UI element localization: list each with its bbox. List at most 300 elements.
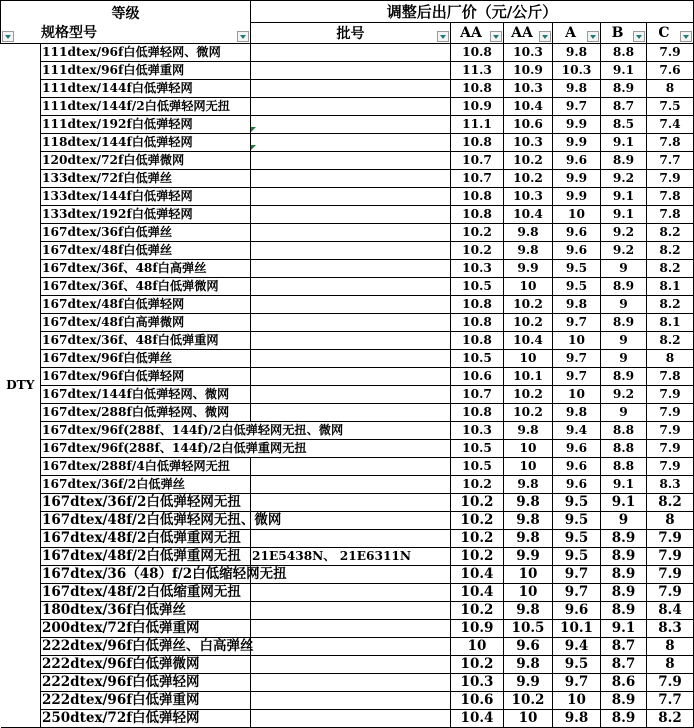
price-cell[interactable]: 7.9 xyxy=(647,44,694,62)
price-cell[interactable]: 10.2 xyxy=(504,386,553,404)
price-cell[interactable]: 7.9 xyxy=(647,404,694,422)
price-cell[interactable]: 9.8 xyxy=(504,242,553,260)
batch-cell[interactable] xyxy=(251,170,451,188)
spec-cell[interactable]: 222dtex/96f白低弹丝、白高弹丝 xyxy=(42,638,254,654)
price-cell[interactable]: 9.5 xyxy=(553,512,601,530)
price-cell[interactable]: 8.8 xyxy=(601,422,647,440)
price-cell[interactable]: 9.1 xyxy=(601,206,647,224)
price-cell[interactable]: 10.2 xyxy=(504,314,553,332)
price-cell[interactable]: 7.9 xyxy=(647,170,694,188)
spec-cell[interactable]: 167dtex/144f白低弹轻网、微网 xyxy=(41,386,251,404)
price-cell[interactable]: 8.2 xyxy=(647,332,694,350)
price-cell[interactable]: 7.9 xyxy=(647,440,694,458)
price-cell[interactable]: 9.9 xyxy=(504,260,553,278)
price-cell[interactable]: 9.7 xyxy=(553,314,601,332)
price-cell[interactable]: 10.6 xyxy=(504,116,553,134)
price-cell[interactable]: 7.6 xyxy=(647,62,694,80)
price-cell[interactable]: 9.4 xyxy=(553,422,601,440)
table-row xyxy=(1,458,694,476)
price-cell[interactable]: 10.4 xyxy=(451,566,504,584)
spec-cell[interactable]: 250dtex/72f白低弹轻网 xyxy=(41,710,251,728)
price-cell[interactable]: 9 xyxy=(601,332,647,350)
price-cell[interactable]: 8.8 xyxy=(601,458,647,476)
price-cell[interactable]: 10.8 xyxy=(451,314,504,332)
batch-cell[interactable] xyxy=(251,98,451,116)
price-cell[interactable]: 8.1 xyxy=(647,278,694,296)
price-cell[interactable]: 10.8 xyxy=(451,134,504,152)
price-cell[interactable]: 9.6 xyxy=(553,152,601,170)
price-cell[interactable]: 10.3 xyxy=(451,260,504,278)
batch-cell[interactable] xyxy=(251,620,451,638)
price-cell[interactable]: 9.1 xyxy=(601,62,647,80)
price-cell[interactable]: 9.6 xyxy=(553,602,601,620)
spec-cell[interactable]: 167dtex/96f白低弹丝 xyxy=(41,350,251,368)
price-cell[interactable]: 11.3 xyxy=(451,62,504,80)
table-row xyxy=(1,440,694,458)
spec-cell[interactable]: 167dtex/36f/2白低弹丝 xyxy=(41,476,251,494)
grade-spec-header xyxy=(1,1,251,44)
batch-cell[interactable] xyxy=(251,404,451,422)
price-cell[interactable]: 10.9 xyxy=(451,98,504,116)
price-cell[interactable]: 8 xyxy=(647,80,694,98)
batch-cell[interactable] xyxy=(251,656,451,674)
table-row xyxy=(1,512,694,530)
spec-cell[interactable]: 111dtex/144f/2白低弹轻网无扭 xyxy=(41,98,251,116)
price-cell[interactable]: 8.2 xyxy=(647,710,694,728)
price-cell[interactable]: 10.2 xyxy=(451,224,504,242)
batch-cell[interactable] xyxy=(251,710,451,728)
spec-cell[interactable]: 133dtex/72f白低弹丝 xyxy=(41,170,251,188)
spec-cell[interactable]: 167dtex/48f白高弹微网 xyxy=(41,314,251,332)
price-cell[interactable]: 9.2 xyxy=(601,386,647,404)
price-cell[interactable]: 8.9 xyxy=(601,584,647,602)
batch-cell[interactable] xyxy=(251,224,451,242)
table-row xyxy=(1,494,694,512)
price-cell[interactable]: 9.8 xyxy=(504,422,553,440)
price-cell[interactable]: 9 xyxy=(601,404,647,422)
price-cell[interactable]: 8 xyxy=(647,512,694,530)
price-cell[interactable]: 10.8 xyxy=(451,404,504,422)
price-cell[interactable]: 10.8 xyxy=(451,44,504,62)
price-cell[interactable]: 8.1 xyxy=(647,314,694,332)
batch-cell[interactable] xyxy=(251,260,451,278)
price-cell[interactable]: 10.8 xyxy=(451,332,504,350)
price-cell[interactable]: 9 xyxy=(601,512,647,530)
price-cell[interactable]: 8.9 xyxy=(601,314,647,332)
price-cell[interactable]: 10 xyxy=(504,350,553,368)
spec-cell[interactable]: 167dtex/48f/2白低弹重网无扭 xyxy=(41,548,251,566)
spec-cell[interactable]: 120dtex/72f白低弹微网 xyxy=(41,152,251,170)
batch-cell[interactable] xyxy=(251,638,451,656)
price-cell[interactable]: 8.2 xyxy=(647,242,694,260)
price-cell[interactable]: 9.8 xyxy=(504,494,553,512)
price-cell[interactable]: 9 xyxy=(601,260,647,278)
price-cell[interactable]: 10.9 xyxy=(504,62,553,80)
table-row xyxy=(1,350,694,368)
price-cell[interactable]: 9.8 xyxy=(504,476,553,494)
price-cell[interactable]: 9.5 xyxy=(553,494,601,512)
price-cell[interactable]: 10.2 xyxy=(451,242,504,260)
grade-aa2-filter-dropdown-icon[interactable] xyxy=(539,31,551,42)
grade-a-filter-dropdown-icon[interactable] xyxy=(587,31,599,42)
price-cell[interactable]: 10 xyxy=(553,692,601,710)
grade-b-filter-dropdown-icon[interactable] xyxy=(633,31,645,42)
price-cell[interactable]: 10.8 xyxy=(451,296,504,314)
spec-cell[interactable]: 167dtex/36f、48f白低弹重网 xyxy=(41,332,251,350)
price-cell[interactable]: 9.1 xyxy=(601,494,647,512)
price-cell[interactable]: 9.8 xyxy=(553,404,601,422)
table-row xyxy=(1,206,694,224)
spec-cell[interactable]: 222dtex/96f白低弹轻网 xyxy=(41,674,251,692)
price-cell[interactable]: 8.6 xyxy=(601,674,647,692)
price-cell[interactable]: 9.8 xyxy=(504,512,553,530)
grade-b-label: B xyxy=(611,25,624,41)
price-cell[interactable]: 9.7 xyxy=(553,584,601,602)
price-cell[interactable]: 7.4 xyxy=(647,116,694,134)
price-cell[interactable]: 8.9 xyxy=(601,566,647,584)
price-cell[interactable]: 10.5 xyxy=(451,278,504,296)
price-cell[interactable]: 9.1 xyxy=(601,620,647,638)
spec-cell[interactable]: 111dtex/144f白低弹轻网 xyxy=(41,80,251,98)
batch-cell[interactable]: 21E5438N、 21E6311N xyxy=(251,548,451,566)
spec-cell[interactable]: 167dtex/36f、48f白高弹丝 xyxy=(41,260,251,278)
spec-cell[interactable]: 167dtex/48f/2白低弹轻网无扭、微网 xyxy=(42,512,282,528)
price-cell[interactable]: 7.8 xyxy=(647,188,694,206)
price-cell[interactable]: 10.1 xyxy=(504,368,553,386)
price-cell[interactable]: 10.5 xyxy=(451,458,504,476)
price-cell[interactable]: 10.4 xyxy=(451,710,504,728)
price-cell[interactable]: 11.1 xyxy=(451,116,504,134)
price-cell[interactable]: 10.2 xyxy=(451,494,504,512)
price-cell[interactable]: 8.2 xyxy=(647,296,694,314)
batch-cell[interactable] xyxy=(251,458,451,476)
spec-cell[interactable]: 167dtex/48f/2白低弹重网无扭 xyxy=(41,530,251,548)
product-category: DTY xyxy=(1,44,41,728)
table-row xyxy=(1,530,694,548)
price-cell[interactable]: 8 xyxy=(647,350,694,368)
price-cell[interactable]: 7.9 xyxy=(647,530,694,548)
price-cell[interactable]: 9.7 xyxy=(553,566,601,584)
price-cell[interactable]: 10 xyxy=(504,278,553,296)
price-cell[interactable]: 7.8 xyxy=(647,368,694,386)
price-cell[interactable]: 9.2 xyxy=(601,224,647,242)
price-cell[interactable]: 9.7 xyxy=(553,674,601,692)
spec-cell[interactable]: 167dtex/288f白低弹轻网、微网 xyxy=(41,404,251,422)
price-cell[interactable]: 10.3 xyxy=(504,80,553,98)
price-cell[interactable]: 10 xyxy=(504,440,553,458)
price-cell[interactable]: 9.6 xyxy=(504,638,553,656)
price-cell[interactable]: 8.7 xyxy=(601,656,647,674)
price-cell[interactable]: 8.3 xyxy=(647,620,694,638)
price-cell[interactable]: 8.2 xyxy=(647,260,694,278)
batch-cell[interactable] xyxy=(251,80,451,98)
grade-aa1-label: AA xyxy=(460,25,482,41)
price-cell[interactable]: 10 xyxy=(553,206,601,224)
price-cell[interactable]: 8.7 xyxy=(601,98,647,116)
price-cell[interactable]: 9.6 xyxy=(553,440,601,458)
price-cell[interactable]: 7.5 xyxy=(647,98,694,116)
batch-cell[interactable] xyxy=(251,692,451,710)
table-row xyxy=(1,296,694,314)
spec-cell[interactable]: 167dtex/36f、48f白低弹微网 xyxy=(41,278,251,296)
price-cell[interactable]: 8.7 xyxy=(601,638,647,656)
price-cell[interactable]: 8.8 xyxy=(601,44,647,62)
price-cell[interactable]: 9.6 xyxy=(553,476,601,494)
table-row xyxy=(1,386,694,404)
batch-cell[interactable] xyxy=(251,206,451,224)
price-cell[interactable]: 9.9 xyxy=(553,134,601,152)
price-cell[interactable]: 10.2 xyxy=(504,296,553,314)
price-cell[interactable]: 9.5 xyxy=(553,278,601,296)
batch-cell[interactable] xyxy=(251,386,451,404)
price-cell[interactable]: 10.4 xyxy=(451,584,504,602)
price-cell[interactable]: 8 xyxy=(647,638,694,656)
price-cell[interactable]: 7.9 xyxy=(647,548,694,566)
price-cell[interactable]: 9.9 xyxy=(553,170,601,188)
price-cell[interactable]: 10.4 xyxy=(504,98,553,116)
price-cell[interactable]: 10.8 xyxy=(451,206,504,224)
price-cell[interactable]: 10.8 xyxy=(451,80,504,98)
price-cell[interactable]: 10.2 xyxy=(504,404,553,422)
batch-cell[interactable] xyxy=(251,242,451,260)
table-row xyxy=(1,674,694,692)
batch-cell[interactable] xyxy=(251,368,451,386)
price-cell[interactable]: 10.2 xyxy=(451,476,504,494)
price-cell[interactable]: 8 xyxy=(647,656,694,674)
price-cell[interactable]: 10.6 xyxy=(451,692,504,710)
price-cell[interactable]: 10.5 xyxy=(504,620,553,638)
grade-filter-dropdown-icon[interactable] xyxy=(237,31,249,42)
price-cell[interactable]: 9.7 xyxy=(553,350,601,368)
spec-cell[interactable]: 167dtex/96f白低弹轻网 xyxy=(41,368,251,386)
price-cell[interactable]: 10.3 xyxy=(451,674,504,692)
price-cell[interactable]: 10.4 xyxy=(504,332,553,350)
spec-cell[interactable]: 167dtex/48f白低弹轻网 xyxy=(41,296,251,314)
spec-cell[interactable]: 167dtex/36（48）f/2白低缩轻网无扭 xyxy=(42,566,287,582)
price-cell[interactable]: 10.3 xyxy=(504,188,553,206)
price-cell[interactable]: 7.7 xyxy=(647,692,694,710)
price-cell[interactable]: 9.7 xyxy=(553,98,601,116)
batch-cell[interactable] xyxy=(251,188,451,206)
price-cell[interactable]: 9.5 xyxy=(553,530,601,548)
price-cell[interactable]: 10.9 xyxy=(451,620,504,638)
price-cell[interactable]: 9.6 xyxy=(553,224,601,242)
price-cell[interactable]: 10.2 xyxy=(504,152,553,170)
price-cell[interactable]: 9.8 xyxy=(504,224,553,242)
price-cell[interactable]: 10.3 xyxy=(553,62,601,80)
grade-aa1-filter-dropdown-icon[interactable] xyxy=(490,31,502,42)
price-cell[interactable]: 10.3 xyxy=(504,134,553,152)
table-row xyxy=(1,98,694,116)
price-cell[interactable]: 8.9 xyxy=(601,152,647,170)
table-row xyxy=(1,152,694,170)
grade-header-aa1 xyxy=(451,23,504,44)
price-cell[interactable]: 7.9 xyxy=(647,458,694,476)
spec-cell[interactable]: 167dtex/36f白低弹丝 xyxy=(41,224,251,242)
batch-cell[interactable] xyxy=(251,674,451,692)
price-cell[interactable]: 8.9 xyxy=(601,710,647,728)
price-cell[interactable]: 10.2 xyxy=(451,548,504,566)
price-cell[interactable]: 10 xyxy=(504,566,553,584)
batch-cell[interactable] xyxy=(251,278,451,296)
price-cell[interactable]: 8.9 xyxy=(601,602,647,620)
price-cell[interactable]: 9.1 xyxy=(601,134,647,152)
batch-cell[interactable] xyxy=(251,476,451,494)
price-cell[interactable]: 8.9 xyxy=(601,278,647,296)
spec-cell[interactable]: 133dtex/144f白低弹轻网 xyxy=(41,188,251,206)
price-cell[interactable]: 10 xyxy=(504,710,553,728)
spec-cell[interactable]: 167dtex/288f/4白低弹轻网无扭 xyxy=(41,458,251,476)
price-cell[interactable]: 10 xyxy=(504,458,553,476)
price-cell[interactable]: 9.1 xyxy=(601,188,647,206)
spec-cell[interactable]: 111dtex/192f白低弹轻网 xyxy=(41,116,251,134)
batch-cell[interactable] xyxy=(251,152,451,170)
price-cell[interactable]: 8.9 xyxy=(601,530,647,548)
price-cell[interactable]: 10.7 xyxy=(451,170,504,188)
price-cell[interactable]: 10.2 xyxy=(504,692,553,710)
price-cell[interactable]: 10.2 xyxy=(451,656,504,674)
spec-cell[interactable]: 111dtex/96f白低弹重网 xyxy=(41,62,251,80)
price-cell[interactable]: 10.8 xyxy=(451,188,504,206)
batch-cell[interactable] xyxy=(251,350,451,368)
price-cell[interactable]: 9.5 xyxy=(553,260,601,278)
batch-cell[interactable] xyxy=(251,296,451,314)
table-row xyxy=(1,584,694,602)
price-cell[interactable]: 9.8 xyxy=(553,296,601,314)
batch-cell[interactable] xyxy=(251,314,451,332)
batch-cell[interactable] xyxy=(251,584,451,602)
price-cell[interactable]: 8.9 xyxy=(601,368,647,386)
price-cell[interactable]: 7.9 xyxy=(647,386,694,404)
price-cell[interactable]: 10 xyxy=(451,638,504,656)
price-cell[interactable]: 9.8 xyxy=(553,80,601,98)
price-cell[interactable]: 8.3 xyxy=(647,476,694,494)
price-cell[interactable]: 9.2 xyxy=(601,170,647,188)
price-cell[interactable]: 9.9 xyxy=(553,188,601,206)
grade-header-aa2 xyxy=(504,23,553,44)
spec-cell[interactable]: 167dtex/36f/2白低弹轻网无扭 xyxy=(41,494,251,512)
batch-cell[interactable] xyxy=(251,602,451,620)
price-cell[interactable]: 9.1 xyxy=(601,476,647,494)
price-cell[interactable]: 9.8 xyxy=(553,710,601,728)
price-cell[interactable]: 8.4 xyxy=(647,602,694,620)
spec-cell[interactable]: 167dtex/48f/2白低缩重网无扭 xyxy=(41,584,251,602)
price-cell[interactable]: 10.2 xyxy=(451,602,504,620)
price-cell[interactable]: 9.8 xyxy=(504,656,553,674)
price-cell[interactable]: 7.8 xyxy=(647,134,694,152)
batch-filter-dropdown-icon[interactable] xyxy=(437,31,449,42)
price-cell[interactable]: 7.9 xyxy=(647,422,694,440)
price-cell[interactable]: 9.9 xyxy=(553,116,601,134)
price-cell[interactable]: 8.9 xyxy=(601,692,647,710)
table-row xyxy=(1,278,694,296)
price-cell[interactable]: 8.9 xyxy=(601,548,647,566)
price-cell[interactable]: 7.8 xyxy=(647,206,694,224)
spec-cell[interactable]: 118dtex/144f白低弹轻网 xyxy=(41,134,251,152)
price-cell[interactable]: 10 xyxy=(504,584,553,602)
price-cell[interactable]: 8.2 xyxy=(647,224,694,242)
table-row xyxy=(1,422,694,440)
price-cell[interactable]: 10.4 xyxy=(504,206,553,224)
batch-cell[interactable] xyxy=(251,530,451,548)
price-cell[interactable]: 9.8 xyxy=(553,44,601,62)
price-cell[interactable]: 7.9 xyxy=(647,674,694,692)
price-cell[interactable]: 10.3 xyxy=(451,422,504,440)
price-cell[interactable]: 10.5 xyxy=(451,350,504,368)
spec-cell[interactable]: 133dtex/192f白低弹轻网 xyxy=(41,206,251,224)
grade-header-a xyxy=(553,23,601,44)
table-row xyxy=(1,548,694,566)
batch-header xyxy=(251,23,451,44)
batch-cell[interactable] xyxy=(251,44,451,62)
table-row xyxy=(1,260,694,278)
spec-cell[interactable]: 167dtex/96f(288f、144f)/2白低弹重网无扭 xyxy=(41,440,451,458)
price-cell[interactable]: 9.6 xyxy=(553,458,601,476)
price-cell[interactable]: 9.4 xyxy=(553,638,601,656)
price-cell[interactable]: 10.5 xyxy=(451,440,504,458)
spec-cell[interactable]: 167dtex/48f白低弹丝 xyxy=(41,242,251,260)
price-cell[interactable]: 9.5 xyxy=(553,548,601,566)
price-cell[interactable]: 9 xyxy=(601,296,647,314)
price-cell[interactable]: 8.2 xyxy=(647,494,694,512)
table-row xyxy=(1,170,694,188)
batch-cell[interactable] xyxy=(251,134,451,152)
cell-comment-marker-icon xyxy=(251,145,256,150)
price-cell[interactable]: 10.1 xyxy=(553,620,601,638)
spec-cell[interactable]: 222dtex/96f白低弹微网 xyxy=(41,656,251,674)
batch-cell[interactable] xyxy=(251,332,451,350)
price-cell[interactable]: 10 xyxy=(553,386,601,404)
price-cell[interactable]: 9.8 xyxy=(504,530,553,548)
price-cell[interactable]: 8.8 xyxy=(601,440,647,458)
price-cell[interactable]: 10.7 xyxy=(451,152,504,170)
price-cell[interactable]: 10.3 xyxy=(504,44,553,62)
spec-cell[interactable]: 180dtex/36f白低弹丝 xyxy=(41,602,251,620)
spec-cell[interactable]: 222dtex/96f白低弹重网 xyxy=(41,692,251,710)
price-cell[interactable]: 7.9 xyxy=(647,584,694,602)
price-cell[interactable]: 10.6 xyxy=(451,368,504,386)
price-cell[interactable]: 10.7 xyxy=(451,386,504,404)
price-cell[interactable]: 8.5 xyxy=(601,116,647,134)
price-cell[interactable]: 8.9 xyxy=(601,80,647,98)
price-cell[interactable]: 9.6 xyxy=(553,242,601,260)
price-cell[interactable]: 9.9 xyxy=(504,548,553,566)
spec-cell[interactable]: 111dtex/96f白低弹轻网、微网 xyxy=(41,44,251,62)
table-row xyxy=(1,656,694,674)
price-cell[interactable]: 7.7 xyxy=(647,152,694,170)
spec-filter-dropdown-icon[interactable] xyxy=(2,31,14,42)
price-cell[interactable]: 9.2 xyxy=(601,242,647,260)
batch-cell[interactable] xyxy=(251,494,451,512)
price-cell[interactable]: 10 xyxy=(553,332,601,350)
spec-cell[interactable]: 167dtex/96f(288f、144f)/2白低弹轻网无扭、微网 xyxy=(41,422,451,440)
price-cell[interactable]: 9.7 xyxy=(553,368,601,386)
table-row xyxy=(1,242,694,260)
price-cell[interactable]: 7.9 xyxy=(647,566,694,584)
price-cell[interactable]: 9.8 xyxy=(504,602,553,620)
price-cell[interactable]: 9.5 xyxy=(553,656,601,674)
batch-cell[interactable] xyxy=(251,62,451,80)
spec-cell[interactable]: 200dtex/72f白低弹重网 xyxy=(41,620,251,638)
table-row xyxy=(1,134,694,152)
price-cell[interactable]: 9.9 xyxy=(504,674,553,692)
grade-c-filter-dropdown-icon[interactable] xyxy=(680,31,692,42)
batch-cell[interactable] xyxy=(251,116,451,134)
price-cell[interactable]: 9 xyxy=(601,350,647,368)
price-cell[interactable]: 10.2 xyxy=(504,170,553,188)
price-cell[interactable]: 10.2 xyxy=(451,530,504,548)
price-cell[interactable]: 10.2 xyxy=(451,512,504,530)
